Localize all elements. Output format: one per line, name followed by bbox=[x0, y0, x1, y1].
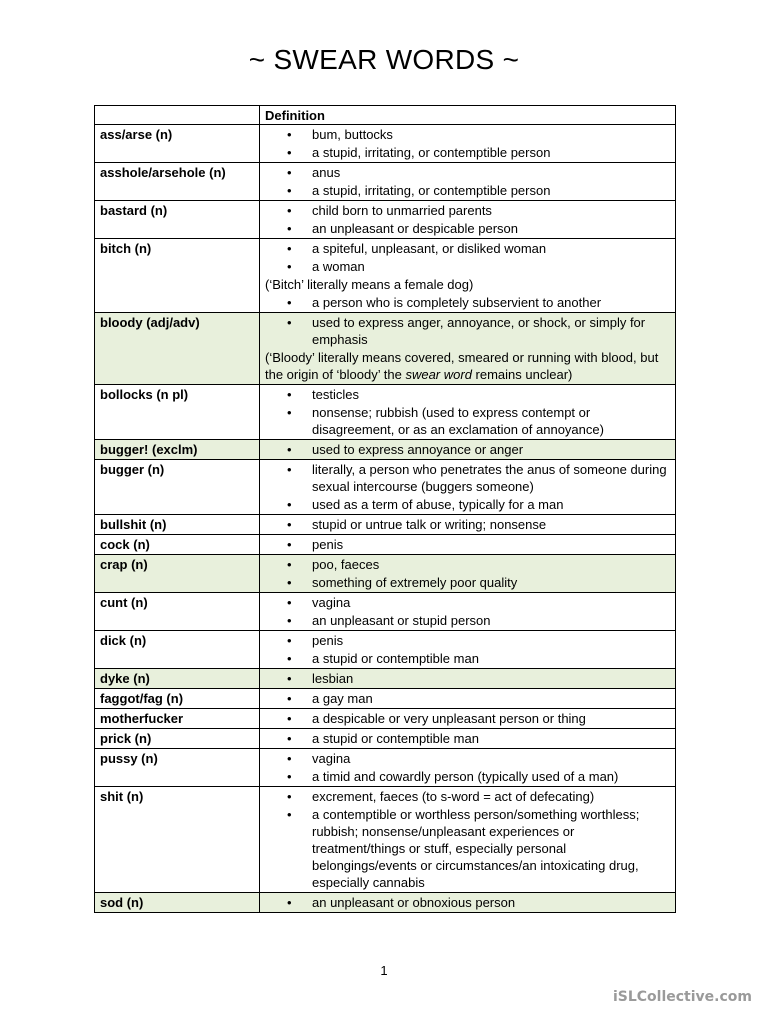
definition-text: stupid or untrue talk or writing; nonsense bbox=[312, 517, 547, 532]
definition-text: used to express annoyance or anger bbox=[312, 442, 524, 457]
definition-text: vagina bbox=[312, 595, 351, 610]
definition-text: a stupid, irritating, or contemptible person bbox=[312, 145, 551, 160]
definition-cell bbox=[260, 555, 676, 593]
table-row bbox=[95, 460, 676, 515]
definition-bullet-item bbox=[265, 294, 670, 311]
term-cell: dyke (n) bbox=[95, 669, 260, 689]
definition-bullet-item bbox=[265, 594, 670, 611]
bullet-icon: • bbox=[287, 259, 292, 274]
table-row bbox=[95, 125, 676, 163]
definition-cell bbox=[260, 631, 676, 669]
table-row bbox=[95, 669, 676, 689]
header-definition-cell: Definition bbox=[260, 106, 676, 125]
table-header-row bbox=[95, 106, 676, 125]
page-title: ~ SWEAR WORDS ~ bbox=[248, 44, 520, 75]
note-italic-text: swear word bbox=[405, 367, 472, 382]
definition-bullet-item bbox=[265, 612, 670, 629]
term-cell: bullshit (n) bbox=[95, 515, 260, 535]
definition-text: a woman bbox=[312, 259, 365, 274]
term-cell: shit (n) bbox=[95, 787, 260, 893]
bullet-icon: • bbox=[287, 557, 292, 572]
term-cell: bugger (n) bbox=[95, 460, 260, 515]
bullet-icon: • bbox=[287, 405, 292, 420]
term-cell: prick (n) bbox=[95, 729, 260, 749]
definition-note bbox=[265, 349, 670, 383]
definition-cell bbox=[260, 535, 676, 555]
definition-bullet-item bbox=[265, 894, 670, 911]
definition-bullet-item bbox=[265, 710, 670, 727]
bullet-icon: • bbox=[287, 595, 292, 610]
bullet-icon: • bbox=[287, 575, 292, 590]
definition-text: an unpleasant or despicable person bbox=[312, 221, 518, 236]
definition-cell bbox=[260, 440, 676, 460]
bullet-icon: • bbox=[287, 671, 292, 686]
term-cell: ass/arse (n) bbox=[95, 125, 260, 163]
definition-text: a contemptible or worthless person/something worthless; rubbish; nonsense/unpleasant experiences or treatment/things or stuff, especially personal belongings/events or circumstances/an intoxicating drug, especially cannabis bbox=[312, 807, 640, 890]
definition-cell bbox=[260, 749, 676, 787]
term-cell: asshole/arsehole (n) bbox=[95, 163, 260, 201]
table-row bbox=[95, 535, 676, 555]
table-row bbox=[95, 689, 676, 709]
definition-cell bbox=[260, 385, 676, 440]
definition-bullet-item bbox=[265, 258, 670, 275]
definition-cell bbox=[260, 313, 676, 385]
definition-bullet-item bbox=[265, 314, 670, 348]
bullet-icon: • bbox=[287, 145, 292, 160]
definition-cell bbox=[260, 593, 676, 631]
definition-bullet-item bbox=[265, 496, 670, 513]
definition-text: a person who is completely subservient to another bbox=[312, 295, 602, 310]
definition-bullet-item bbox=[265, 768, 670, 785]
definition-text: an unpleasant or stupid person bbox=[312, 613, 491, 628]
definition-note bbox=[265, 276, 670, 293]
bullet-icon: • bbox=[287, 442, 292, 457]
table-row bbox=[95, 631, 676, 669]
definition-bullet-item bbox=[265, 441, 670, 458]
table-row bbox=[95, 593, 676, 631]
definition-cell bbox=[260, 787, 676, 893]
definition-text: a stupid or contemptible man bbox=[312, 731, 479, 746]
term-cell: motherfucker bbox=[95, 709, 260, 729]
bullet-icon: • bbox=[287, 221, 292, 236]
bullet-icon: • bbox=[287, 895, 292, 910]
definition-cell bbox=[260, 460, 676, 515]
definition-bullet-item bbox=[265, 182, 670, 199]
bullet-icon: • bbox=[287, 613, 292, 628]
table-row bbox=[95, 440, 676, 460]
bullet-icon: • bbox=[287, 295, 292, 310]
term-cell: crap (n) bbox=[95, 555, 260, 593]
bullet-icon: • bbox=[287, 731, 292, 746]
watermark-logo: iSLCollective.com bbox=[612, 989, 752, 1005]
bullet-icon: • bbox=[287, 241, 292, 256]
definition-bullet-item bbox=[265, 461, 670, 495]
bullet-icon: • bbox=[287, 711, 292, 726]
definition-text: something of extremely poor quality bbox=[312, 575, 518, 590]
bullet-icon: • bbox=[287, 462, 292, 477]
definition-text: used to express anger, annoyance, or shock, or simply for emphasis bbox=[312, 315, 646, 347]
table-row bbox=[95, 385, 676, 440]
term-cell: dick (n) bbox=[95, 631, 260, 669]
definition-text: poo, faeces bbox=[312, 557, 380, 572]
definition-cell bbox=[260, 729, 676, 749]
definition-cell bbox=[260, 239, 676, 313]
note-text: (‘Bloody’ literally means covered, smeared or running with blood, but the origin of ‘bloody’ the bbox=[265, 350, 659, 382]
bullet-icon: • bbox=[287, 751, 292, 766]
definition-bullet-item bbox=[265, 632, 670, 649]
header-term-cell bbox=[95, 106, 260, 125]
definition-text: bum, buttocks bbox=[312, 127, 393, 142]
page-number: 1 bbox=[380, 963, 388, 978]
bullet-icon: • bbox=[287, 789, 292, 804]
definition-text: literally, a person who penetrates the anus of someone during sexual intercourse (buggers someone) bbox=[312, 462, 667, 494]
definition-text: child born to unmarried parents bbox=[312, 203, 492, 218]
definition-bullet-item bbox=[265, 670, 670, 687]
definition-bullet-item bbox=[265, 806, 670, 891]
note-text: (‘Bitch’ literally means a female dog) bbox=[265, 277, 474, 292]
bullet-icon: • bbox=[287, 537, 292, 552]
definition-text: lesbian bbox=[312, 671, 354, 686]
bullet-icon: • bbox=[287, 315, 292, 330]
definition-bullet-item bbox=[265, 220, 670, 237]
bullet-icon: • bbox=[287, 203, 292, 218]
definition-cell bbox=[260, 689, 676, 709]
bullet-icon: • bbox=[287, 651, 292, 666]
definition-cell bbox=[260, 163, 676, 201]
term-cell: cunt (n) bbox=[95, 593, 260, 631]
table-row bbox=[95, 201, 676, 239]
definition-bullet-item bbox=[265, 386, 670, 403]
table-row bbox=[95, 515, 676, 535]
definition-text: a despicable or very unpleasant person or thing bbox=[312, 711, 586, 726]
term-cell: bloody (adj/adv) bbox=[95, 313, 260, 385]
definition-cell bbox=[260, 201, 676, 239]
definition-text: anus bbox=[312, 165, 341, 180]
definition-bullet-item bbox=[265, 240, 670, 257]
table-row bbox=[95, 239, 676, 313]
definition-cell bbox=[260, 893, 676, 913]
definition-text: a stupid, irritating, or contemptible person bbox=[312, 183, 551, 198]
definition-text: penis bbox=[312, 537, 344, 552]
definition-bullet-item bbox=[265, 536, 670, 553]
table-row bbox=[95, 787, 676, 893]
bullet-icon: • bbox=[287, 165, 292, 180]
definition-cell bbox=[260, 125, 676, 163]
table-row bbox=[95, 313, 676, 385]
table-row bbox=[95, 893, 676, 913]
definition-bullet-item bbox=[265, 574, 670, 591]
definition-text: a spiteful, unpleasant, or disliked woman bbox=[312, 241, 547, 256]
definition-bullet-item bbox=[265, 164, 670, 181]
bullet-icon: • bbox=[287, 633, 292, 648]
note-text-end: remains unclear) bbox=[471, 367, 573, 382]
definition-text: penis bbox=[312, 633, 344, 648]
definition-text: nonsense; rubbish (used to express contempt or disagreement, or as an exclamation of annoyance) bbox=[312, 405, 604, 437]
definition-bullet-item bbox=[265, 556, 670, 573]
swear-words-table bbox=[94, 105, 676, 913]
definition-text: a gay man bbox=[312, 691, 373, 706]
definition-bullet-item bbox=[265, 788, 670, 805]
table-row bbox=[95, 709, 676, 729]
definition-text: vagina bbox=[312, 751, 351, 766]
definition-cell bbox=[260, 515, 676, 535]
definition-bullet-item bbox=[265, 730, 670, 747]
bullet-icon: • bbox=[287, 517, 292, 532]
term-cell: bitch (n) bbox=[95, 239, 260, 313]
term-cell: bastard (n) bbox=[95, 201, 260, 239]
table-row bbox=[95, 163, 676, 201]
definition-text: excrement, faeces (to s-word = act of defecating) bbox=[312, 789, 595, 804]
definition-bullet-item bbox=[265, 516, 670, 533]
bullet-icon: • bbox=[287, 497, 292, 512]
term-cell: pussy (n) bbox=[95, 749, 260, 787]
definition-bullet-item bbox=[265, 650, 670, 667]
definition-text: testicles bbox=[312, 387, 359, 402]
definition-cell bbox=[260, 709, 676, 729]
term-cell: sod (n) bbox=[95, 893, 260, 913]
table-row bbox=[95, 555, 676, 593]
definition-text: a timid and cowardly person (typically used of a man) bbox=[312, 769, 619, 784]
definition-cell bbox=[260, 669, 676, 689]
definition-text: a stupid or contemptible man bbox=[312, 651, 479, 666]
definition-text: used as a term of abuse, typically for a man bbox=[312, 497, 564, 512]
definition-bullet-item bbox=[265, 690, 670, 707]
bullet-icon: • bbox=[287, 127, 292, 142]
table-row bbox=[95, 749, 676, 787]
term-cell: faggot/fag (n) bbox=[95, 689, 260, 709]
definition-text: an unpleasant or obnoxious person bbox=[312, 895, 516, 910]
term-cell: bollocks (n pl) bbox=[95, 385, 260, 440]
bullet-icon: • bbox=[287, 807, 292, 822]
definition-bullet-item bbox=[265, 126, 670, 143]
bullet-icon: • bbox=[287, 691, 292, 706]
table-row bbox=[95, 729, 676, 749]
definition-bullet-item bbox=[265, 404, 670, 438]
bullet-icon: • bbox=[287, 769, 292, 784]
term-cell: cock (n) bbox=[95, 535, 260, 555]
definition-bullet-item bbox=[265, 202, 670, 219]
definition-bullet-item bbox=[265, 750, 670, 767]
table-body bbox=[95, 106, 676, 913]
bullet-icon: • bbox=[287, 183, 292, 198]
term-cell: bugger! (exclm) bbox=[95, 440, 260, 460]
bullet-icon: • bbox=[287, 387, 292, 402]
definition-bullet-item bbox=[265, 144, 670, 161]
